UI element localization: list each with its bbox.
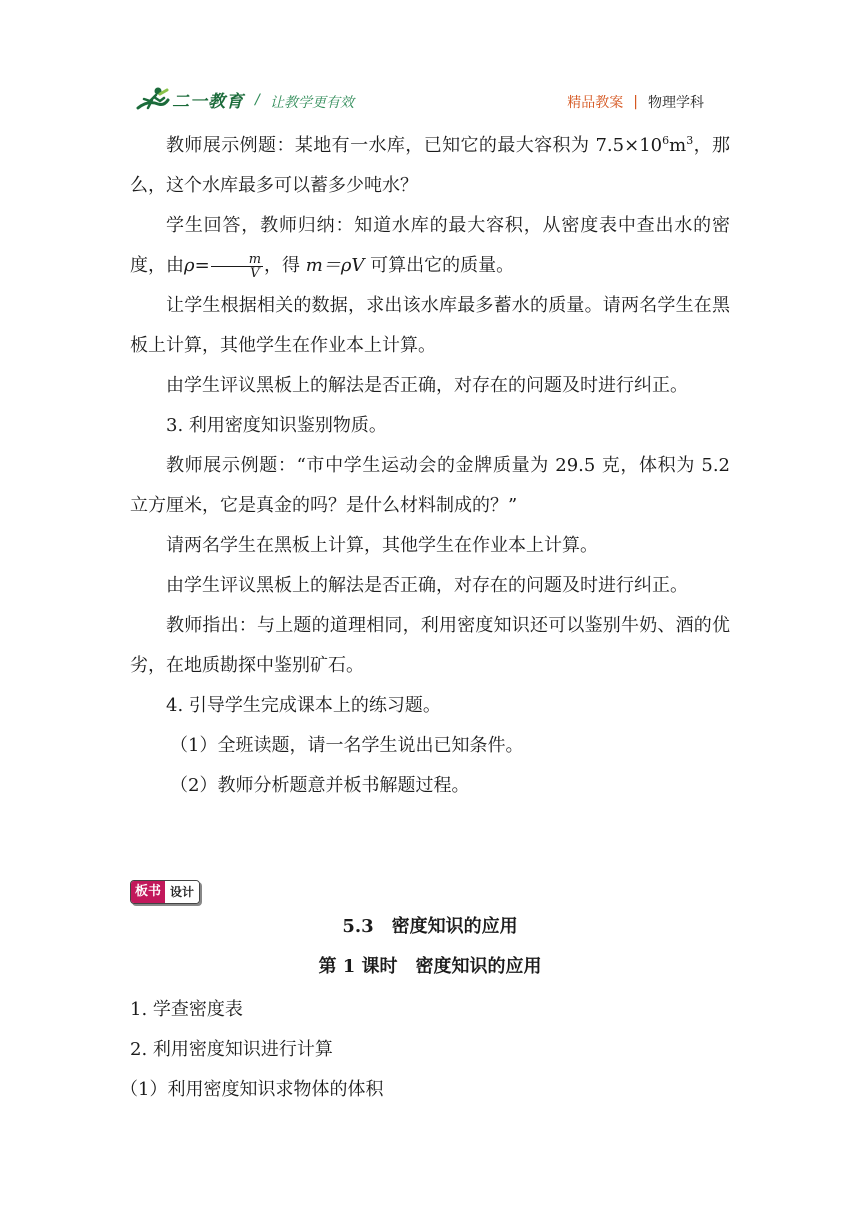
superscript-3: 3: [686, 134, 694, 147]
paragraph-calc-task: 让学生根据相关的数据，求出该水库最多蓄水的质量。请两名学生在黑板上计算，其他学生在作业本上计算。: [130, 295, 730, 356]
board-outline: [120, 990, 730, 1110]
paragraph-step-3: 3. 利用密度知识鉴别物质。: [166, 415, 387, 436]
mass-formula: m＝ρV: [305, 255, 365, 276]
text-run: 教师展示例题：某地有一水库，已知它的最大容积为 7.5×10: [166, 135, 663, 156]
paragraph-student-answer: [130, 206, 730, 286]
board-title: 5.3 密度知识的应用: [342, 916, 518, 937]
paragraph-sub-2: （2）教师分析题意并板书解题过程。: [170, 775, 470, 796]
paragraph-peer-review: 由学生评议黑板上的解法是否正确，对存在的问题及时进行纠正。: [166, 375, 688, 396]
equals-sign: =: [194, 255, 210, 276]
runner-logo-icon: [136, 86, 170, 112]
superscript-6: 6: [662, 134, 670, 147]
header-tags: [567, 92, 704, 112]
board-design-badge: [130, 880, 200, 904]
badge-part-a: 板书: [131, 881, 165, 903]
outline-item: （1）利用密度知识求物体的体积: [120, 1079, 384, 1100]
text-run: m: [669, 135, 687, 156]
paragraph-step-4: 4. 引导学生完成课本上的练习题。: [166, 695, 441, 716]
paragraph-board-calc: 请两名学生在黑板上计算，其他学生在作业本上计算。: [166, 535, 598, 556]
document-body: [130, 126, 730, 806]
text-run: 学生回答，教师归纳：知道水库的最大容积，从密度表中查出水的密度，由: [130, 215, 730, 276]
tag-subject: 物理学科: [648, 95, 704, 111]
slogan-separator: /: [255, 92, 260, 108]
outline-item: 2. 利用密度知识进行计算: [130, 1039, 333, 1060]
text-run: ，得: [264, 255, 306, 276]
outline-item: 1. 学查密度表: [130, 999, 243, 1020]
text-run: 可算出它的质量。: [364, 255, 515, 276]
board-subtitle: 第 1 课时 密度知识的应用: [318, 956, 542, 977]
paragraph-sub-1: （1）全班读题，请一名学生说出已知条件。: [170, 735, 524, 756]
fraction-denominator: V: [250, 265, 260, 281]
paragraph-teacher-note: 教师指出：与上题的道理相同，利用密度知识还可以鉴别牛奶、酒的优劣，在地质勘探中鉴别矿石。: [130, 615, 730, 676]
badge-part-b: 设计: [165, 881, 199, 903]
rho-symbol: ρ: [184, 255, 195, 276]
fraction-numerator: m: [211, 253, 263, 267]
logo-text: 二一教育: [172, 91, 244, 112]
logo: [136, 86, 244, 112]
text-run: ，那么，这个水库最多可以蓄多少吨水？: [130, 135, 731, 196]
paragraph-peer-review-2: 由学生评议黑板上的解法是否正确，对存在的问题及时进行纠正。: [166, 575, 688, 596]
tag-lesson-plan: 精品教案: [567, 95, 624, 111]
slogan: 让教学更有效: [270, 95, 354, 111]
paragraph-example-reservoir: [130, 126, 730, 206]
paragraph-example-gold-medal: 教师展示例题：“市中学生运动会的金牌质量为 29.5 克，体积为 5.2 立方厘米，它是真金的吗？是什么材料制成的？”: [130, 455, 730, 516]
density-fraction: [211, 253, 263, 280]
page-header: [0, 0, 860, 120]
tag-separator: |: [633, 94, 638, 110]
